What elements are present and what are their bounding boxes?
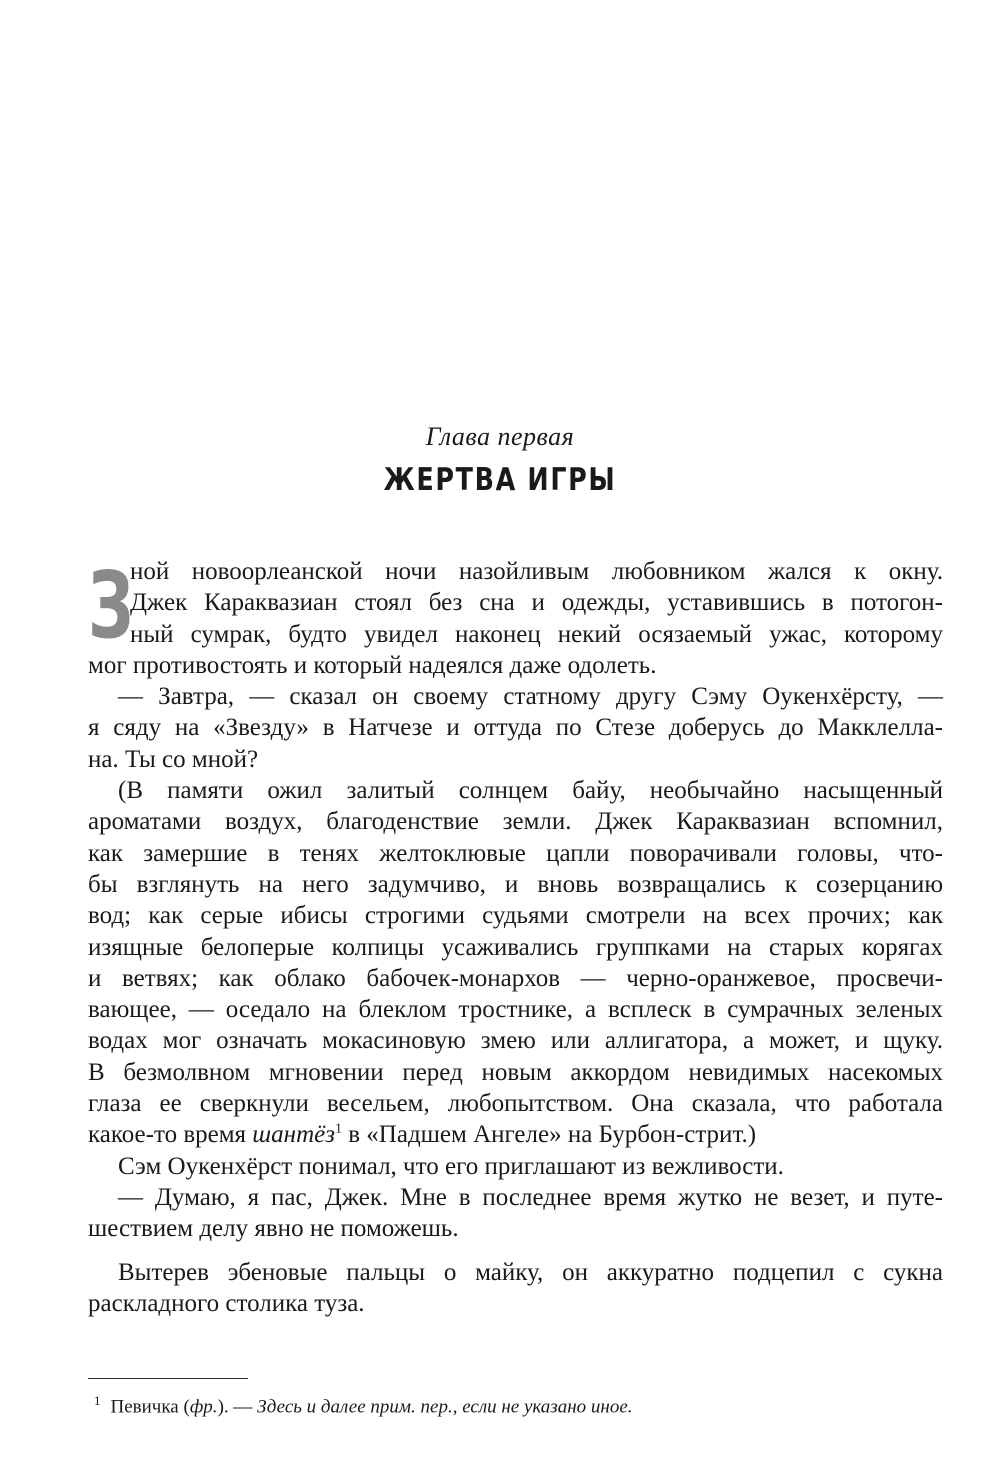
drop-cap: З xyxy=(88,552,134,659)
body-text xyxy=(88,552,943,1319)
footnote-text: Певичка ( xyxy=(110,1396,190,1418)
text-line: В безмолвном мгновении перед новым аккордом невидимых насекомых xyxy=(88,1058,943,1086)
italic-word: шантёз xyxy=(252,1121,335,1149)
text-line: мог противостоять и который надеялся даже одолеть. xyxy=(88,651,657,679)
text-line: шествием делу явно не поможешь. xyxy=(88,1215,459,1243)
text-line: вод; как серые ибисы строгими судьями смотрели на всех прочих; как xyxy=(88,902,943,930)
text-line: вающее, — оседало на блеклом тростнике, а всплеск в сумрачных зеленых xyxy=(88,996,943,1024)
text-line: я сяду на «Звезду» в Натчезе и оттуда по Стезе доберусь до Макклелла- xyxy=(88,714,943,742)
text-line: как замершие в тенях желтоклювые цапли поворачивали головы, что- xyxy=(88,839,943,867)
text-fragment: в «Падшем Ангеле» на Бурбон-стрит.) xyxy=(341,1121,757,1149)
text-line: изящные белоперые колпицы усаживались группками на старых корягах xyxy=(88,933,943,961)
text-line: — Завтра, — сказал он своему статному другу Сэму Оукенхёрсту, — xyxy=(118,683,943,711)
chapter-title: ЖЕРТВА ИГРЫ xyxy=(383,462,617,498)
footnote xyxy=(88,1388,948,1420)
footnote-divider xyxy=(88,1378,248,1379)
footnote-number: 1 xyxy=(94,1393,101,1408)
text-fragment: какое-то время xyxy=(88,1121,253,1149)
footnote-ref[interactable]: 1 xyxy=(334,1122,342,1138)
footnote-italic: Здесь и далее прим. пер., если не указано иное. xyxy=(257,1396,633,1418)
text-line: ной новоорлеанской ночи назойливым любовником жался к окну. xyxy=(130,558,943,585)
text-line: глаза ее сверкнули весельем, любопытством. Она сказала, что работала xyxy=(88,1090,943,1118)
text-line: Джек Караквазиан стоял без сна и одежды, уставившись в потогон- xyxy=(130,589,943,617)
text-line: водах мог означать мокасиновую змею или аллигатора, а может, и щуку. xyxy=(88,1027,943,1055)
paragraph-gap xyxy=(88,1245,943,1257)
text-line: бы взглянуть на него задумчиво, и вновь возвращались к созерцанию xyxy=(88,870,943,898)
footnote-abbr: фр. xyxy=(189,1396,218,1418)
text-line: ный сумрак, будто увидел наконец некий осязаемый ужас, которому xyxy=(130,620,943,648)
chapter-label: Глава первая xyxy=(425,422,575,451)
footnote-text-2: ). — xyxy=(217,1396,258,1418)
text-line: — Думаю, я пас, Джек. Мне в последнее время жутко не везет, и путе- xyxy=(118,1183,943,1211)
text-line: Сэм Оукенхёрст понимал, что его приглашают из вежливости. xyxy=(118,1152,784,1180)
text-line: (В памяти ожил залитый солнцем байу, необычайно насыщенный xyxy=(118,777,943,805)
text-line-with-footnote xyxy=(88,1119,943,1150)
text-line: и ветвях; как облако бабочек-монархов — черно-оранжевое, просвечи- xyxy=(88,964,943,992)
text-line: на. Ты со мной? xyxy=(88,745,259,773)
text-line: раскладного столика туза. xyxy=(88,1289,365,1317)
text-line: Вытерев эбеновые пальцы о майку, он аккуратно подцепил с сукна xyxy=(118,1258,943,1286)
text-line: ароматами воздух, благоденствие земли. Джек Караквазиан вспомнил, xyxy=(88,808,943,836)
